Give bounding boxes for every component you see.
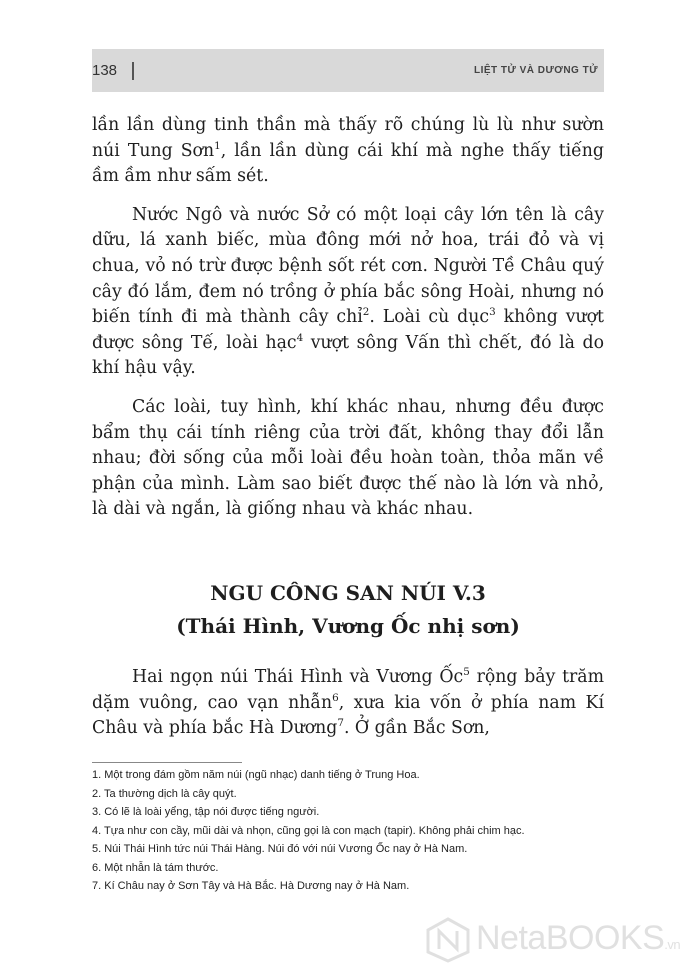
footnote-item: 7. Kí Châu nay ở Sơn Tây và Hà Bắc. Hà Dương nay ở Hà Nam. xyxy=(92,880,410,892)
footnote-item: 6. Một nhẫn là tám thước. xyxy=(92,861,219,874)
footnote-ref: 4 xyxy=(296,331,304,344)
footnote-rule xyxy=(92,762,242,763)
footnote-item: 1. Một trong đám gồm năm núi (ngũ nhạc) danh tiếng ở Trung Hoa. xyxy=(92,769,420,781)
footnote-ref: 7 xyxy=(337,717,344,730)
footnote-ref: 2 xyxy=(362,306,370,319)
paragraph: Các loài, tuy hình, khí khác nhau, nhưng đều được bẩm thụ cái tính riêng của trời đất, không thay đổi lẫn nhau; đời sống của mỗi loài đều hoàn toàn, thỏa mãn về phận của mình. Làm sao biết được thế nào là lớn và nhỏ, là dài và ngắn, là giống nhau và khác nhau. xyxy=(92,396,604,520)
footnote-ref: 6 xyxy=(332,691,339,704)
watermark-brand: NetaBOOKS xyxy=(476,919,665,957)
paragraph: Nước Ngô và nước Sở có một loại cây lớn tên là cây dữu, lá xanh biếc, mùa đông mới nở hoa, trái đỏ và vị chua, vỏ nó trừ được bệnh sốt rét cơn. Người Tề Châu quý cây đó lắm, đem nó trồng ở phía bắc sông Hoài, nhưng nó biến tính đi mà thành cây chỉ$^2$. Loài cù dục$^3$ không vượt được sông Tế, loài hạc$^4$ vượt sông Vấn thì chết, đó là do khí hậu vậy. xyxy=(92,204,604,379)
section-subtitle: (Thái Hình, Vương Ốc nhị sơn) xyxy=(176,614,520,638)
neta-logo-icon xyxy=(424,917,472,963)
watermark xyxy=(420,915,690,965)
footnote-item: 3. Có lẽ là loài yểng, tập nói được tiếng người. xyxy=(92,806,320,818)
running-title: LIỆT TỬ VÀ DƯƠNG TỬ xyxy=(473,65,598,76)
watermark-suffix: .vn xyxy=(664,937,681,952)
running-header xyxy=(92,49,604,92)
watermark-text xyxy=(476,919,680,958)
footnote-item: 5. Núi Thái Hình tức núi Thái Hàng. Núi đó với núi Vương Ốc nay ở Hà Nam. xyxy=(92,843,468,855)
header-separator xyxy=(132,62,134,80)
paragraph: lần lần dùng tinh thần mà thấy rõ chúng lù lù như sườn núi Tung Sơn$^1$, lần lần dùng cái khí mà nghe thấy tiếng ầm ầm như sấm sét. xyxy=(92,115,604,187)
footnote-item: 2. Ta thường dịch là cây quýt. xyxy=(92,787,237,800)
footnote-ref: 5 xyxy=(463,666,470,679)
paragraph: Hai ngọn núi Thái Hình và Vương Ốc$^5$ rộng bảy trăm dặm vuông, cao vạn nhẫn$^6$, xưa kia vốn ở phía nam Kí Châu và phía bắc Hà Dương$^7$. Ở gần Bắc Sơn, xyxy=(92,666,604,739)
body-text-bottom xyxy=(92,665,604,755)
footnote-ref: 3 xyxy=(489,306,496,319)
page-number: 138 xyxy=(92,62,118,79)
footnotes xyxy=(92,766,612,896)
section-title: NGU CÔNG SAN NÚI V.3 xyxy=(210,581,486,605)
footnote-item: 4. Tựa như con cầy, mũi dài và nhọn, cũng gọi là con mạch (tapir). Không phải chim hạc. xyxy=(92,824,525,837)
body-text-top xyxy=(92,113,604,536)
footnote-ref: 1 xyxy=(214,139,221,152)
